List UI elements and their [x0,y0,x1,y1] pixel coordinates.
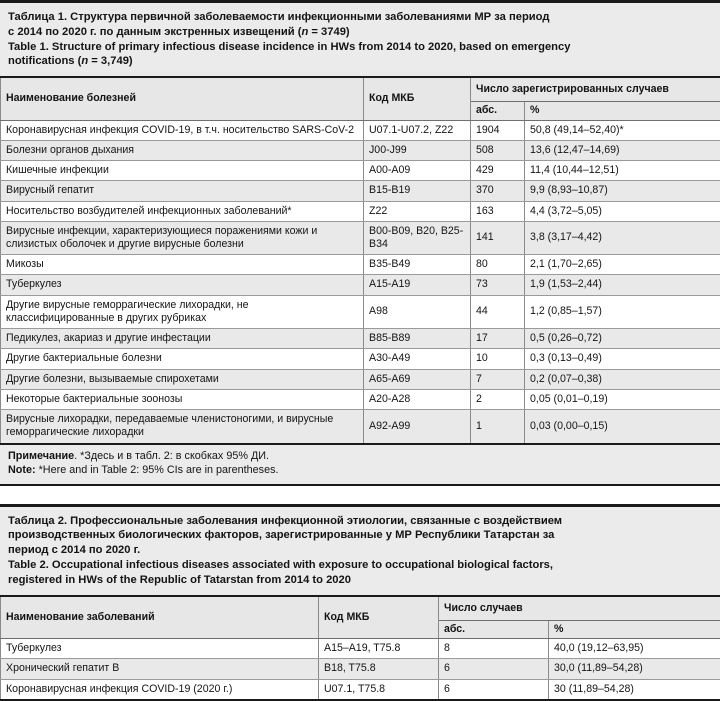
table1-caption-en-line2-a: notifications ( [8,55,81,67]
table-row [1,201,720,221]
table-row [1,679,720,700]
table2-block [0,504,720,701]
table1-caption-ru-line2-b: = 3749) [308,26,349,38]
table-row [1,410,720,444]
table2-caption-ru-line1: Таблица 2. Профессиональные заболевания инфекционной этиологии, связанные с воздействием [8,514,712,529]
table1-caption-en-line2 [8,54,712,69]
table1-header-name: Наименование болезней [1,77,364,120]
table1-cell-abs: 17 [471,329,525,349]
table1-cell-pct: 9,9 (8,93–10,87) [525,181,720,201]
table1-cell-pct: 0,05 (0,01–0,19) [525,389,720,409]
table1-caption-en-n: n [81,55,88,67]
table1-cell-pct: 0,2 (0,07–0,38) [525,369,720,389]
table1-cell-pct: 0,03 (0,00–0,15) [525,410,720,444]
table1-cell-code: A20-A28 [364,389,471,409]
table1-cell-code: U07.1-U07.2, Z22 [364,120,471,140]
table-row [1,181,720,201]
table1-cell-pct: 2,1 (1,70–2,65) [525,255,720,275]
table2 [0,595,720,701]
table1-cell-abs: 1 [471,410,525,444]
table2-cell-name: Коронавирусная инфекция COVID-19 (2020 г.) [1,679,319,700]
table-row [1,329,720,349]
table1-caption-en-line2-b: = 3,749) [88,55,132,67]
table2-header-pct: % [549,620,720,638]
table-row [1,221,720,254]
table1-header-group: Число зарегистрированных случаев [471,77,720,102]
table-row [1,349,720,369]
table-row [1,255,720,275]
table2-cell-pct: 40,0 (19,12–63,95) [549,639,720,659]
table1-cell-code: A92-A99 [364,410,471,444]
table1-cell-pct: 1,9 (1,53–2,44) [525,275,720,295]
table2-header-group: Число случаев [439,596,720,621]
table1-cell-abs: 1904 [471,120,525,140]
table2-caption-ru-line2: производственных биологических факторов, зарегистрированные у МР Республики Татарстан за [8,528,712,543]
table2-caption-en-line1: Table 2. Occupational infectious diseases associated with exposure to occupational biological factors, [8,558,712,573]
table1-header-pct: % [525,102,720,120]
table1-note-ru-label: Примечание [8,450,74,462]
table2-cell-code: B18, T75.8 [319,659,439,679]
table2-caption [0,507,720,595]
table1-cell-abs: 141 [471,221,525,254]
table1-note-en-text: *Here and in Table 2: 95% CIs are in parentheses. [36,464,279,476]
table1-cell-code: A00-A09 [364,161,471,181]
table2-caption-en-line2: registered in HWs of the Republic of Tatarstan from 2014 to 2020 [8,573,712,588]
table1-cell-code: A15-A19 [364,275,471,295]
table1-cell-name: Некоторые бактериальные зоонозы [1,389,364,409]
table1-cell-abs: 7 [471,369,525,389]
table2-cell-abs: 8 [439,639,549,659]
table1 [0,76,720,444]
table1-cell-pct: 13,6 (12,47–14,69) [525,140,720,160]
table-row [1,275,720,295]
table1-cell-pct: 1,2 (0,85–1,57) [525,295,720,328]
table2-caption-ru-line3: период с 2014 по 2020 г. [8,543,712,558]
table1-cell-name: Кишечные инфекции [1,161,364,181]
table-row [1,120,720,140]
table1-cell-abs: 44 [471,295,525,328]
table1-cell-pct: 3,8 (3,17–4,42) [525,221,720,254]
table1-cell-code: A65-A69 [364,369,471,389]
table-row [1,369,720,389]
table2-cell-code: U07.1, T75.8 [319,679,439,700]
table1-caption-ru-line2-a: с 2014 по 2020 г. по данным экстренных извещений ( [8,26,301,38]
table-row [1,295,720,328]
table1-cell-abs: 429 [471,161,525,181]
table1-cell-code: B15-B19 [364,181,471,201]
table1-cell-code: A30-A49 [364,349,471,369]
table1-body [1,120,720,443]
table1-cell-name: Вирусный гепатит [1,181,364,201]
table1-cell-name: Болезни органов дыхания [1,140,364,160]
table1-header-row-1 [1,77,720,102]
table1-cell-name: Коронавирусная инфекция COVID-19, в т.ч. носительство SARS-CoV-2 [1,120,364,140]
table1-header-code: Код МКБ [364,77,471,120]
table1-cell-pct: 4,4 (3,72–5,05) [525,201,720,221]
table1-caption [0,3,720,76]
table1-cell-code: B00-B09, B20, B25-B34 [364,221,471,254]
table1-cell-code: B35-B49 [364,255,471,275]
table2-cell-pct: 30,0 (11,89–54,28) [549,659,720,679]
table1-cell-name: Носительство возбудителей инфекционных заболеваний* [1,201,364,221]
table2-cell-abs: 6 [439,659,549,679]
table1-cell-code: Z22 [364,201,471,221]
table1-cell-name: Микозы [1,255,364,275]
table2-cell-name: Туберкулез [1,639,319,659]
table1-caption-ru-line1: Таблица 1. Структура первичной заболеваемости инфекционными заболеваниями МР за период [8,10,712,25]
table1-cell-pct: 0,5 (0,26–0,72) [525,329,720,349]
table1-cell-name: Педикулез, акариаз и другие инфестации [1,329,364,349]
table1-cell-code: A98 [364,295,471,328]
table1-caption-ru-line2 [8,25,712,40]
table1-cell-abs: 508 [471,140,525,160]
table2-cell-pct: 30 (11,89–54,28) [549,679,720,700]
table2-cell-abs: 6 [439,679,549,700]
table1-cell-name: Вирусные инфекции, характеризующиеся поражениями кожи и слизистых оболочек и другие вирусные болезни [1,221,364,254]
table1-cell-abs: 2 [471,389,525,409]
table1-note-en-label: Note: [8,464,36,476]
table2-header-row-1 [1,596,720,621]
table1-cell-abs: 80 [471,255,525,275]
table-row [1,659,720,679]
table1-cell-name: Другие болезни, вызываемые спирохетами [1,369,364,389]
table1-note-ru-text: . *Здесь и в табл. 2: в скобках 95% ДИ. [74,450,269,462]
table-row [1,161,720,181]
table1-cell-pct: 11,4 (10,44–12,51) [525,161,720,181]
table2-header-name: Наименование заболеваний [1,596,319,639]
table2-head [1,596,720,639]
table1-cell-name: Вирусные лихорадки, передаваемые членистоногими, и вирусные геморрагические лихорадки [1,410,364,444]
table1-cell-name: Туберкулез [1,275,364,295]
table1-cell-abs: 73 [471,275,525,295]
table1-note [0,445,720,486]
table2-header-code: Код МКБ [319,596,439,639]
table1-cell-name: Другие бактериальные болезни [1,349,364,369]
table2-cell-name: Хронический гепатит B [1,659,319,679]
table2-header-abs: абс. [439,620,549,638]
table1-cell-code: B85-B89 [364,329,471,349]
table1-caption-en-line1: Table 1. Structure of primary infectious disease incidence in HWs from 2014 to 2020, based on emergency [8,40,712,55]
table-row [1,389,720,409]
table1-head [1,77,720,120]
table1-cell-pct: 0,3 (0,13–0,49) [525,349,720,369]
table-row [1,639,720,659]
table1-caption-ru-n: n [301,26,308,38]
table1-cell-code: J00-J99 [364,140,471,160]
table1-cell-abs: 163 [471,201,525,221]
block-separator [0,486,720,504]
table-row [1,140,720,160]
table1-cell-abs: 370 [471,181,525,201]
table1-cell-abs: 10 [471,349,525,369]
table1-cell-name: Другие вирусные геморрагические лихорадки, не классифицированные в других рубриках [1,295,364,328]
table1-header-abs: абс. [471,102,525,120]
table2-body [1,639,720,700]
table1-note-ru [8,449,712,464]
table2-cell-code: A15–A19, T75.8 [319,639,439,659]
table1-cell-pct: 50,8 (49,14–52,40)* [525,120,720,140]
table1-note-en [8,463,712,478]
